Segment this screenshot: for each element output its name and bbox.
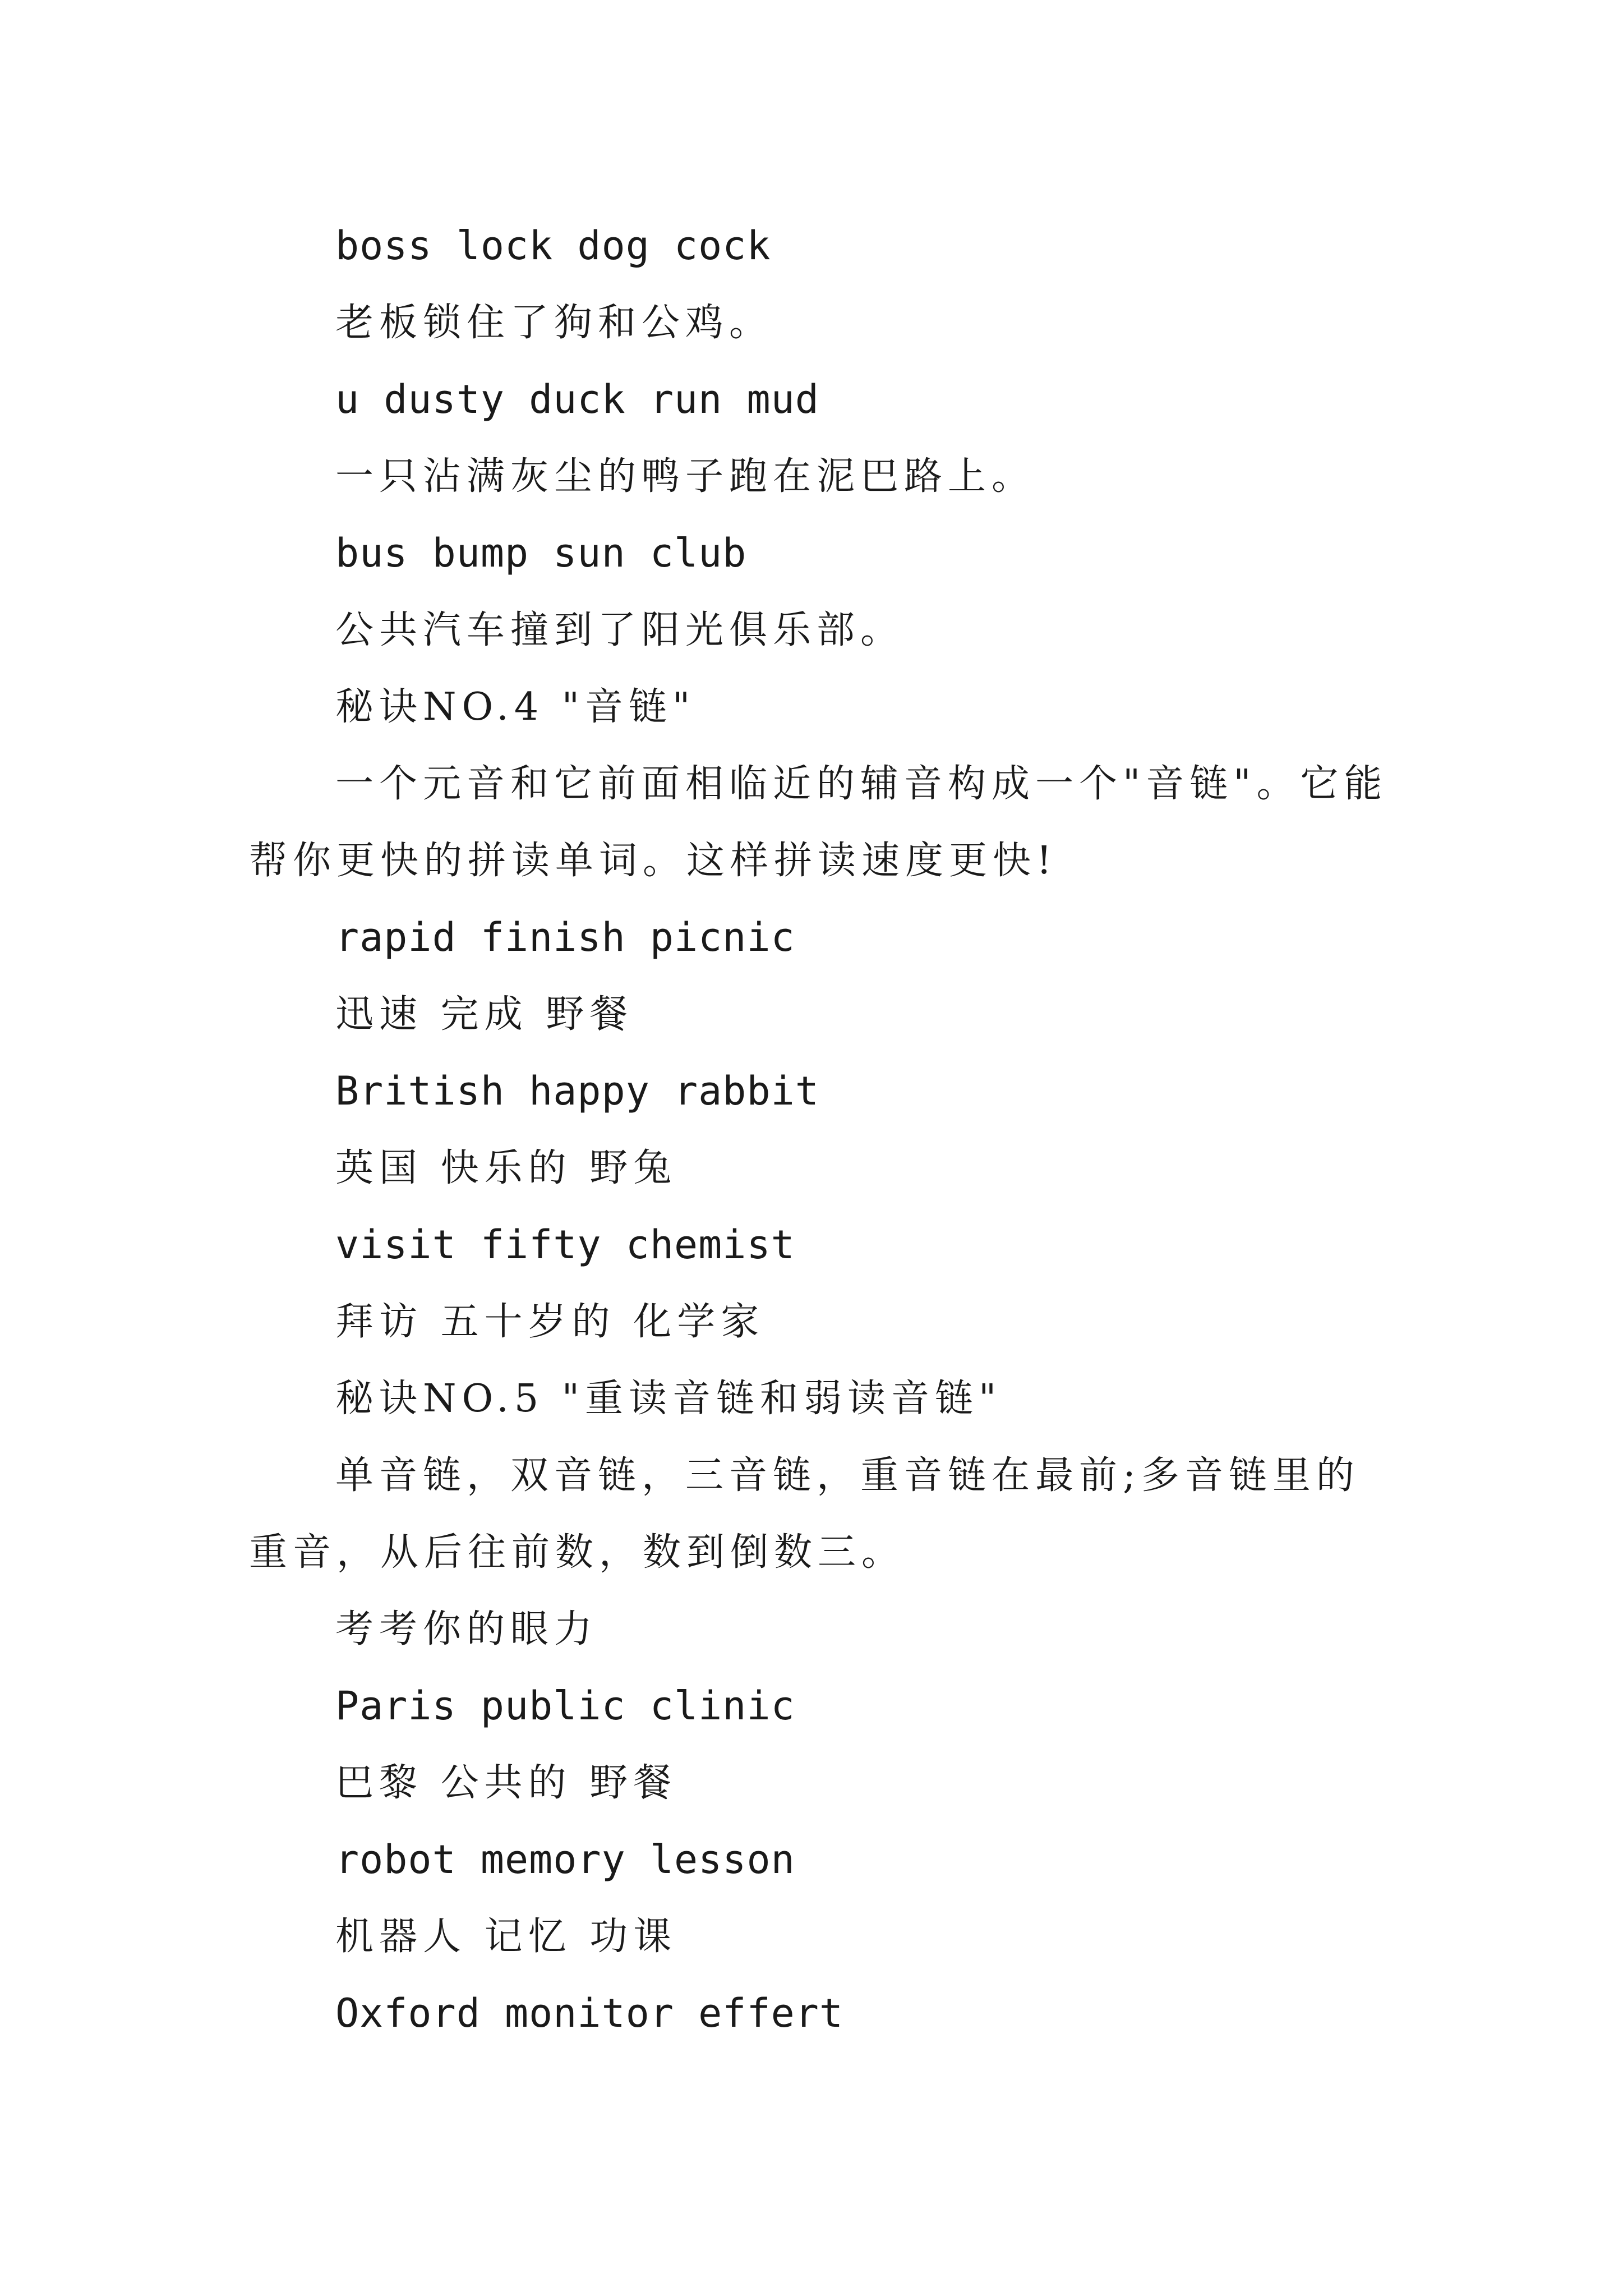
english-words-line: Oxford monitor effert (335, 1990, 844, 2036)
chinese-translation-line: 迅速 完成 野餐 (335, 992, 634, 1037)
english-words-line: u dusty duck run mud (335, 376, 819, 422)
english-words-line: British happy rabbit (335, 1068, 819, 1114)
english-words-line: visit fifty chemist (335, 1222, 795, 1268)
tip-paragraph: 一个元音和它前面相临近的辅音构成一个"音链"。它能帮你更快的拼读单词。这样拼读速度更快! (249, 762, 1388, 883)
english-words-line: robot memory lesson (335, 1837, 795, 1883)
chinese-translation-line: 一只沾满灰尘的鸭子跑在泥巴路上。 (335, 454, 1036, 499)
english-words-line: rapid finish picnic (335, 914, 795, 960)
chinese-translation-line: 公共汽车撞到了阳光俱乐部。 (335, 608, 905, 652)
document-body (249, 208, 1393, 2052)
exercise-heading: 考考你的眼力 (335, 1607, 598, 1651)
chinese-translation-line: 机器人 记忆 功课 (335, 1915, 677, 1959)
chinese-translation-line: 英国 快乐的 野兔 (335, 1146, 677, 1190)
tip-paragraph: 单音链，双音链，三音链，重音链在最前;多音链里的重音，从后往前数，数到倒数三。 (249, 1453, 1360, 1575)
chinese-translation-line: 拜访 五十岁的 化学家 (335, 1300, 765, 1344)
chinese-translation-line: 巴黎 公共的 野餐 (335, 1761, 677, 1805)
tip-heading: 秘诀NO.4 "音链" (335, 685, 696, 729)
tip-heading: 秘诀NO.5 "重读音链和弱读音链" (335, 1377, 1002, 1421)
english-words-line: boss lock dog cock (335, 223, 771, 269)
english-words-line: Paris public clinic (335, 1683, 795, 1729)
english-words-line: bus bump sun club (335, 530, 747, 576)
chinese-translation-line: 老板锁住了狗和公鸡。 (335, 301, 773, 345)
